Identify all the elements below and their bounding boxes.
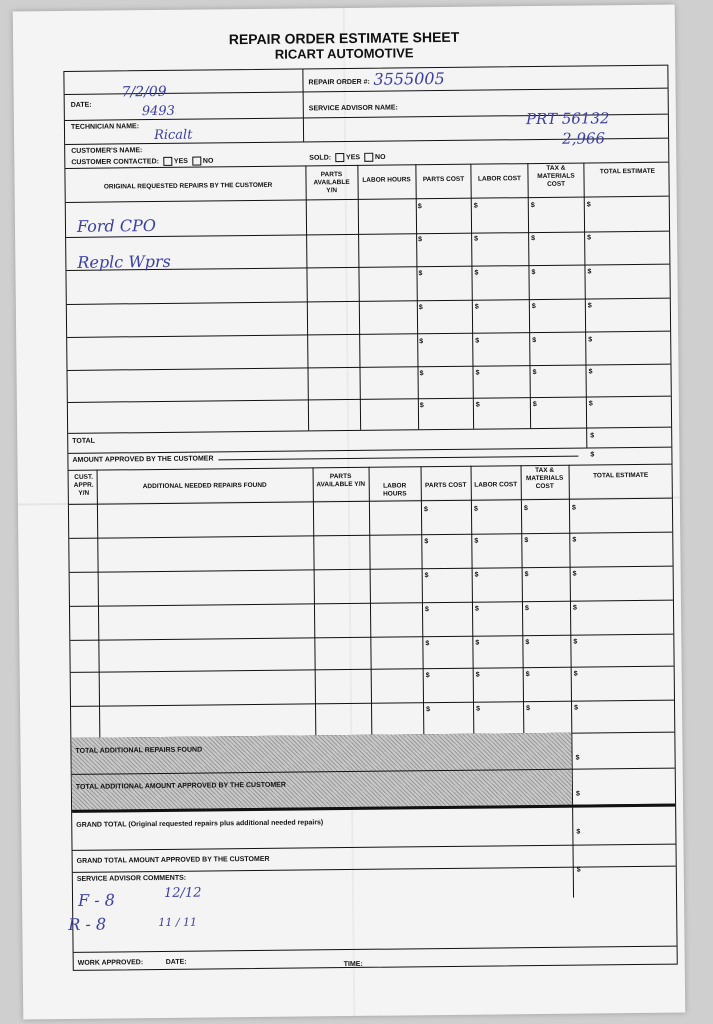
col-add-tax-materials: TAX & MATERIALS COST <box>525 466 564 491</box>
work-time-label: TIME: <box>343 960 363 969</box>
col-add-labor-cost: LABOR COST <box>474 481 518 489</box>
grand-approved-dollar: $ <box>576 866 581 874</box>
additional-row2-dollar1: $ <box>424 538 429 546</box>
col-add-labor-hours: LABOR HOURS <box>383 482 407 498</box>
original-row5-dollar3: $ <box>532 337 537 345</box>
work-date-label: DATE: <box>165 958 187 966</box>
col-cust-appr: CUST. APPR. Y/N <box>73 473 94 497</box>
original-row4-dollar1: $ <box>418 304 423 312</box>
original-row7-dollar3: $ <box>532 401 537 409</box>
additional-row6-dollar4: $ <box>573 670 578 678</box>
additional-row3-dollar4: $ <box>572 570 577 578</box>
original-row6-dollar3: $ <box>532 369 537 377</box>
handwritten-technician: 9493 <box>141 103 175 120</box>
col-parts-cost: PARTS COST <box>422 175 465 184</box>
approved-arrow <box>218 456 578 461</box>
original-row6-dollar1: $ <box>419 370 424 378</box>
customer-contacted-row <box>71 156 213 166</box>
original-row2-dollar3: $ <box>531 235 536 243</box>
additional-row5-dollar4: $ <box>573 638 578 646</box>
handwritten-date: 7/2/09 <box>121 83 167 101</box>
original-row1-dollar4: $ <box>586 201 591 209</box>
customer-name-label: CUSTOMER'S NAME: <box>71 147 143 155</box>
col-labor-cost: LABOR COST <box>477 175 522 183</box>
additional-row3-dollar1: $ <box>424 572 429 580</box>
additional-row4-dollar2: $ <box>474 605 479 613</box>
original-row2-dollar4: $ <box>587 234 592 242</box>
total-additional-approved-label: TOTAL ADDITIONAL AMOUNT APPROVED BY THE CUSTOMER <box>75 781 286 791</box>
additional-row1-dollar3: $ <box>523 505 528 513</box>
handwritten-customer: Ricalt <box>153 127 193 144</box>
additional-row3-dollar3: $ <box>524 571 529 579</box>
sold-row <box>309 153 385 163</box>
handwritten-repair-line1: Ford CPO <box>76 216 157 236</box>
additional-row6-dollar1: $ <box>425 672 430 680</box>
approved-dollar: $ <box>590 451 595 459</box>
additional-row7-dollar2: $ <box>476 705 481 713</box>
col-total-estimate: TOTAL ESTIMATE <box>599 167 656 176</box>
original-row1-dollar2: $ <box>473 202 478 210</box>
col-additional-repairs: ADDITIONAL NEEDED REPAIRS FOUND <box>142 481 267 491</box>
additional-row7-dollar3: $ <box>526 705 531 713</box>
sold-yes-checkbox[interactable] <box>335 153 344 162</box>
additional-row2-dollar3: $ <box>524 537 529 545</box>
col-tax-materials: TAX & MATERIALS COST <box>537 164 575 188</box>
original-row5-dollar2: $ <box>475 337 480 345</box>
original-row5-dollar1: $ <box>419 338 424 346</box>
original-row4-dollar2: $ <box>474 303 479 311</box>
amount-approved-label: AMOUNT APPROVED BY THE CUSTOMER <box>72 455 214 464</box>
additional-row5-dollar3: $ <box>525 639 530 647</box>
additional-approved-dollar: $ <box>575 790 580 798</box>
total-dollar: $ <box>590 432 595 440</box>
original-row4-dollar4: $ <box>587 302 592 310</box>
additional-found-dollar: $ <box>575 754 580 762</box>
contacted-yes-checkbox[interactable] <box>163 157 172 166</box>
date-label: DATE: <box>70 101 92 109</box>
col-add-parts-available: PARTS AVAILABLE Y/N <box>316 472 366 489</box>
handwritten-repair-order: 3555005 <box>373 68 445 89</box>
grand-total-dollar: $ <box>576 828 581 836</box>
handwritten-comment-rear: R - 8 <box>68 914 107 934</box>
col-add-parts-cost: PARTS COST <box>424 481 467 490</box>
additional-row1-dollar4: $ <box>571 504 576 512</box>
additional-row6-dollar2: $ <box>475 671 480 679</box>
handwritten-note-part: PRT 56132 <box>525 109 610 129</box>
sold-no-label: NO <box>374 153 386 162</box>
handwritten-comment-upper: 12/12 <box>163 885 202 901</box>
total-label: TOTAL <box>72 437 95 445</box>
col-add-total-estimate: TOTAL ESTIMATE <box>593 471 649 480</box>
contacted-yes-label: YES <box>173 158 188 166</box>
service-advisor-label: SERVICE ADVISOR NAME: <box>308 104 398 113</box>
form-subtitle: RICART AUTOMOTIVE <box>274 45 414 62</box>
additional-row1-dollar2: $ <box>473 505 478 513</box>
grand-total-label: GRAND TOTAL (Original requested repairs plus additional needed repairs) <box>76 819 324 829</box>
additional-row4-dollar3: $ <box>524 605 529 613</box>
grand-approved-label: GRAND TOTAL AMOUNT APPROVED BY THE CUSTOMER <box>76 855 270 865</box>
col-parts-available: PARTS AVAILABLE Y/N <box>313 171 350 195</box>
handwritten-comment-front: F - 8 <box>77 890 116 910</box>
contacted-no-label: NO <box>202 157 214 165</box>
original-row4-dollar3: $ <box>531 303 536 311</box>
additional-row1-dollar1: $ <box>423 506 428 514</box>
repair-order-label: REPAIR ORDER #: <box>308 78 370 87</box>
total-additional-found-label: TOTAL ADDITIONAL REPAIRS FOUND <box>75 746 203 755</box>
original-row1-dollar3: $ <box>530 202 535 210</box>
original-row6-dollar4: $ <box>588 368 593 376</box>
original-row3-dollar4: $ <box>587 268 592 276</box>
original-row2-dollar1: $ <box>418 236 423 244</box>
form-title: REPAIR ORDER ESTIMATE SHEET <box>228 28 460 48</box>
original-row5-dollar4: $ <box>588 336 593 344</box>
handwritten-note-number: 2,966 <box>562 129 606 148</box>
col-original-repairs: ORIGINAL REQUESTED REPAIRS BY THE CUSTOMER <box>103 181 273 191</box>
original-row7-dollar4: $ <box>588 400 593 408</box>
estimate-sheet <box>13 5 686 1020</box>
form-frame <box>63 65 677 971</box>
original-row3-dollar2: $ <box>474 269 479 277</box>
original-row7-dollar1: $ <box>419 402 424 410</box>
original-row2-dollar2: $ <box>474 235 479 243</box>
col-labor-hours: LABOR HOURS <box>362 176 411 184</box>
original-row6-dollar2: $ <box>475 369 480 377</box>
additional-row6-dollar3: $ <box>525 671 530 679</box>
additional-row3-dollar2: $ <box>474 571 479 579</box>
original-row1-dollar1: $ <box>417 203 422 211</box>
additional-row4-dollar4: $ <box>572 604 577 612</box>
additional-row7-dollar4: $ <box>574 704 579 712</box>
service-advisor-comments-label: SERVICE ADVISOR COMMENTS: <box>76 874 187 883</box>
additional-row4-dollar1: $ <box>424 606 429 614</box>
additional-row2-dollar2: $ <box>474 537 479 545</box>
work-approved-label: WORK APPROVED: <box>77 959 144 967</box>
original-row3-dollar3: $ <box>531 269 536 277</box>
contacted-no-checkbox[interactable] <box>192 157 201 166</box>
handwritten-comment-lower: 11 / 11 <box>158 915 198 930</box>
sold-yes-label: YES <box>345 154 361 162</box>
customer-contacted-label: CUSTOMER CONTACTED: <box>71 158 159 167</box>
original-row7-dollar2: $ <box>475 401 480 409</box>
sold-label: SOLD: <box>309 154 332 162</box>
technician-label: TECHNICIAN NAME: <box>70 123 140 131</box>
handwritten-repair-line2: Replc Wprs <box>77 251 171 272</box>
additional-row5-dollar1: $ <box>425 640 430 648</box>
sold-no-checkbox[interactable] <box>364 153 373 162</box>
additional-row7-dollar1: $ <box>426 706 431 714</box>
additional-row2-dollar4: $ <box>572 536 577 544</box>
additional-row5-dollar2: $ <box>475 639 480 647</box>
original-row3-dollar1: $ <box>418 270 423 278</box>
